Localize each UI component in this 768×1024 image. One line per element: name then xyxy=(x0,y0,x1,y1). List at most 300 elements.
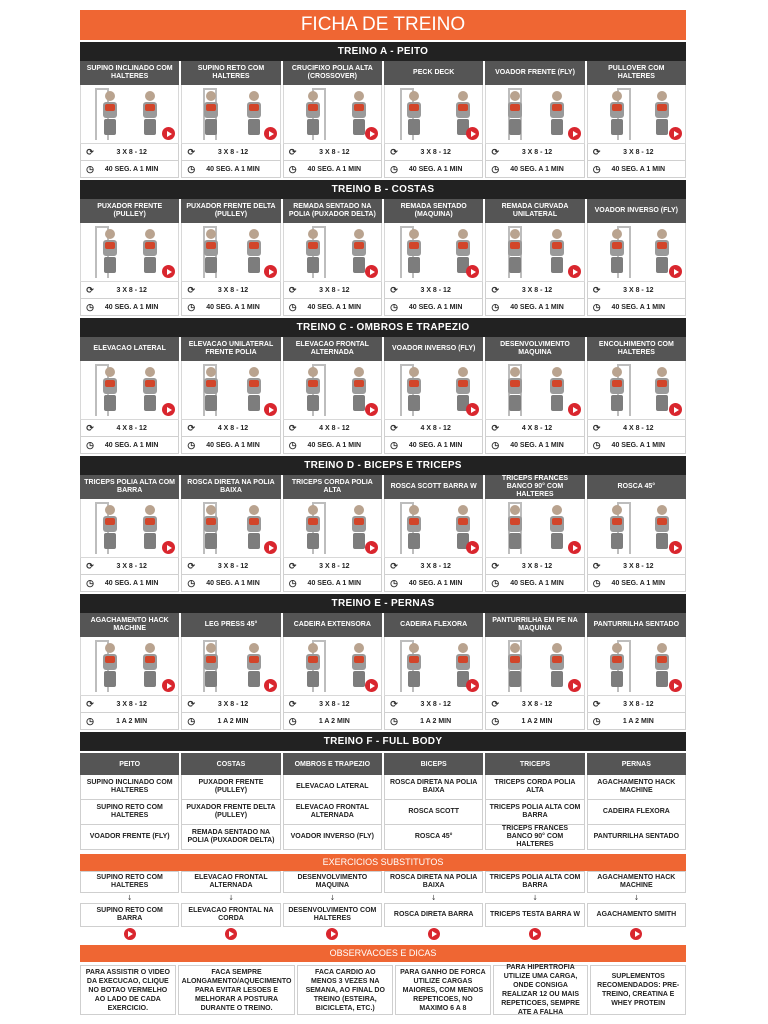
play-video-icon[interactable] xyxy=(162,541,175,554)
figure-head xyxy=(510,229,520,239)
play-video-icon[interactable] xyxy=(326,928,338,940)
repeat-icon: ⟳ xyxy=(86,698,94,709)
rest-row xyxy=(587,575,686,592)
play-video-icon[interactable] xyxy=(466,679,479,692)
figure-legs xyxy=(307,119,319,135)
figure-legs xyxy=(611,257,623,273)
figure-target-muscle xyxy=(249,656,259,663)
figure-legs xyxy=(656,257,668,273)
play-video-icon[interactable] xyxy=(529,928,541,940)
full-body-column-header: PEITO xyxy=(80,753,179,775)
play-button-cell xyxy=(587,927,686,941)
figure-head xyxy=(105,505,115,515)
full-body-column-header: COSTAS xyxy=(181,753,280,775)
figure-target-muscle xyxy=(657,242,667,249)
sets-reps: 3 X 8 - 12 xyxy=(116,148,147,156)
exercise-name: SUPINO RETO COM HALTERES xyxy=(181,61,280,85)
exercise-card xyxy=(485,613,584,730)
figure-head xyxy=(145,505,155,515)
figure-legs xyxy=(248,119,260,135)
full-body-column xyxy=(384,751,483,850)
arrow-down-icon: ↓ xyxy=(127,894,133,902)
play-video-icon[interactable] xyxy=(568,403,581,416)
figure-legs xyxy=(205,533,217,549)
clock-icon: ◷ xyxy=(491,301,500,312)
arrow-down-icon: ↓ xyxy=(532,894,538,902)
exercise-illustration xyxy=(384,499,483,558)
tip-box: PARA ASSISTIR O VIDEO DA EXECUCAO, CLIQUE NO BOTAO VERMELHO AO LADO DE CADA EXERCICIO. xyxy=(80,965,176,1015)
exercise-name: VOADOR INVERSO (FLY) xyxy=(384,337,483,361)
rest-row xyxy=(80,575,179,592)
repeat-icon: ⟳ xyxy=(187,698,196,709)
full-body-column xyxy=(181,751,280,850)
figure-head xyxy=(409,367,419,377)
figure-legs xyxy=(104,671,116,687)
exercise-card xyxy=(384,613,483,730)
figure-head xyxy=(552,505,562,515)
athlete-figure xyxy=(606,229,628,273)
exercise-card xyxy=(283,337,382,454)
rest-row xyxy=(181,713,280,730)
sets-reps: 4 X 8 - 12 xyxy=(217,424,249,432)
rest-row xyxy=(181,299,280,316)
play-video-icon[interactable] xyxy=(264,265,277,278)
rest-time: 1 A 2 MIN xyxy=(420,717,452,725)
figure-head xyxy=(206,91,216,101)
figure-target-muscle xyxy=(612,242,622,249)
athlete-figure xyxy=(403,643,425,687)
clock-icon: ◷ xyxy=(187,577,196,588)
repeat-icon: ⟳ xyxy=(187,146,196,157)
sets-row xyxy=(587,696,686,713)
exercise-illustration xyxy=(283,361,382,420)
exercise-card xyxy=(80,199,179,316)
exercise-card xyxy=(485,199,584,316)
sets-reps: 4 X 8 - 12 xyxy=(319,424,350,432)
figure-head xyxy=(657,643,667,653)
figure-target-muscle xyxy=(409,656,419,663)
play-video-icon[interactable] xyxy=(466,541,479,554)
sets-reps: 3 X 8 - 12 xyxy=(116,286,147,294)
substitute-pair xyxy=(283,871,382,941)
play-video-icon[interactable] xyxy=(568,265,581,278)
clock-icon: ◷ xyxy=(86,301,94,312)
figure-legs xyxy=(307,257,319,273)
sets-reps: 3 X 8 - 12 xyxy=(521,148,553,156)
play-video-icon[interactable] xyxy=(264,127,277,140)
figure-target-muscle xyxy=(409,104,419,111)
rest-row xyxy=(181,437,280,454)
sets-row xyxy=(181,420,280,437)
figure-legs xyxy=(611,395,623,411)
play-video-icon[interactable] xyxy=(669,541,682,554)
sets-reps: 3 X 8 - 12 xyxy=(420,700,451,708)
arrow-down-icon: ↓ xyxy=(633,894,639,902)
athlete-figure xyxy=(139,643,161,687)
exercise-name: CADEIRA EXTENSORA xyxy=(283,613,382,637)
repeat-icon: ⟳ xyxy=(390,146,398,157)
substitute-exercise: AGACHAMENTO SMITH xyxy=(587,903,686,927)
figure-legs xyxy=(509,671,521,687)
athlete-figure xyxy=(546,91,568,135)
substitute-exercise: TRICEPS TESTA BARRA W xyxy=(485,903,584,927)
sets-row xyxy=(80,420,179,437)
figure-target-muscle xyxy=(458,656,468,663)
rest-time: 40 SEG. A 1 MIN xyxy=(510,441,564,449)
figure-legs xyxy=(144,119,156,135)
play-button-cell xyxy=(485,927,584,941)
athlete-figure xyxy=(243,367,265,411)
figure-head xyxy=(612,643,622,653)
figure-head xyxy=(458,229,468,239)
figure-head xyxy=(308,505,318,515)
rest-row xyxy=(587,437,686,454)
figure-target-muscle xyxy=(510,104,520,111)
rest-row xyxy=(80,713,179,730)
rest-time: 1 A 2 MIN xyxy=(318,717,350,725)
figure-head xyxy=(206,229,216,239)
sets-reps: 3 X 8 - 12 xyxy=(217,286,249,294)
play-video-icon[interactable] xyxy=(225,928,237,940)
figure-legs xyxy=(656,395,668,411)
figure-target-muscle xyxy=(510,656,520,663)
play-video-icon[interactable] xyxy=(124,928,136,940)
figure-head xyxy=(612,91,622,101)
exercise-name: REMADA SENTADO (MAQUINA) xyxy=(384,199,483,223)
figure-legs xyxy=(408,119,420,135)
clock-icon: ◷ xyxy=(592,715,601,726)
figure-head xyxy=(249,367,259,377)
figure-head xyxy=(354,91,364,101)
figure-legs xyxy=(408,257,420,273)
play-video-icon[interactable] xyxy=(669,265,682,278)
figure-legs xyxy=(353,257,365,273)
exercise-illustration xyxy=(587,361,686,420)
repeat-icon: ⟳ xyxy=(86,146,94,157)
figure-target-muscle xyxy=(105,104,115,111)
play-video-icon[interactable] xyxy=(568,541,581,554)
exercise-card xyxy=(283,61,382,178)
athlete-figure xyxy=(200,367,222,411)
rest-row xyxy=(80,161,179,178)
play-video-icon[interactable] xyxy=(669,679,682,692)
full-body-column-header: OMBROS E TRAPEZIO xyxy=(283,753,382,775)
full-body-exercise: ELEVACAO LATERAL xyxy=(283,775,382,800)
exercise-illustration xyxy=(80,637,179,696)
sets-row xyxy=(485,420,584,437)
figure-target-muscle xyxy=(308,518,318,525)
figure-head xyxy=(458,91,468,101)
exercise-name: ELEVACAO FRONTAL ALTERNADA xyxy=(283,337,382,361)
exercise-card xyxy=(80,613,179,730)
repeat-icon: ⟳ xyxy=(592,698,601,709)
figure-head xyxy=(458,643,468,653)
figure-target-muscle xyxy=(105,242,115,249)
figure-head xyxy=(552,367,562,377)
rest-time: 40 SEG. A 1 MIN xyxy=(104,165,159,173)
rest-row xyxy=(283,299,382,316)
figure-target-muscle xyxy=(612,104,622,111)
repeat-icon: ⟳ xyxy=(390,560,398,571)
figure-head xyxy=(145,91,155,101)
athlete-figure xyxy=(606,367,628,411)
sets-reps: 3 X 8 - 12 xyxy=(420,286,451,294)
full-body-column-header: PERNAS xyxy=(587,753,686,775)
rest-time: 40 SEG. A 1 MIN xyxy=(104,579,159,587)
substitute-exercise: SUPINO RETO COM BARRA xyxy=(80,903,179,927)
play-video-icon[interactable] xyxy=(428,928,440,940)
exercise-card xyxy=(485,337,584,454)
athlete-figure xyxy=(403,505,425,549)
figure-target-muscle xyxy=(552,518,562,525)
sets-row xyxy=(80,696,179,713)
figure-target-muscle xyxy=(657,656,667,663)
figure-head xyxy=(612,367,622,377)
play-video-icon[interactable] xyxy=(568,127,581,140)
repeat-icon: ⟳ xyxy=(187,284,196,295)
play-button-cell xyxy=(384,927,483,941)
original-exercise: ROSCA DIRETA NA POLIA BAIXA xyxy=(384,871,483,893)
full-body-heading: TREINO F - FULL BODY xyxy=(80,732,686,751)
exercise-name: PANTURRILHA EM PE NA MAQUINA xyxy=(485,613,584,637)
figure-legs xyxy=(509,119,521,135)
exercise-name: TRICEPS FRANCES BANCO 90° COM HALTERES xyxy=(485,475,584,499)
play-video-icon[interactable] xyxy=(264,541,277,554)
play-video-icon[interactable] xyxy=(264,403,277,416)
figure-target-muscle xyxy=(145,380,155,387)
repeat-icon: ⟳ xyxy=(592,422,601,433)
play-video-icon[interactable] xyxy=(365,403,378,416)
figure-head xyxy=(105,91,115,101)
athlete-figure xyxy=(139,229,161,273)
figure-head xyxy=(510,643,520,653)
figure-target-muscle xyxy=(552,380,562,387)
sets-row xyxy=(181,282,280,299)
figure-legs xyxy=(144,257,156,273)
rest-time: 1 A 2 MIN xyxy=(116,717,148,725)
rest-row xyxy=(485,437,584,454)
rest-row xyxy=(485,161,584,178)
exercise-name: REMADA SENTADO NA POLIA (PUXADOR DELTA) xyxy=(283,199,382,223)
figure-target-muscle xyxy=(612,380,622,387)
sets-row xyxy=(587,558,686,575)
figure-head xyxy=(510,367,520,377)
sets-row xyxy=(80,558,179,575)
section-heading: TREINO B - COSTAS xyxy=(80,180,686,199)
play-video-icon[interactable] xyxy=(162,679,175,692)
play-video-icon[interactable] xyxy=(669,403,682,416)
sets-row xyxy=(181,144,280,161)
sets-reps: 3 X 8 - 12 xyxy=(217,700,249,708)
substitute-pair xyxy=(587,871,686,941)
athlete-figure xyxy=(139,505,161,549)
play-video-icon[interactable] xyxy=(365,679,378,692)
repeat-icon: ⟳ xyxy=(390,422,398,433)
repeat-icon: ⟳ xyxy=(86,422,94,433)
repeat-icon: ⟳ xyxy=(491,146,500,157)
figure-legs xyxy=(104,533,116,549)
rest-row xyxy=(485,713,584,730)
clock-icon: ◷ xyxy=(288,439,297,450)
figure-head xyxy=(308,91,318,101)
repeat-icon: ⟳ xyxy=(187,560,196,571)
exercise-illustration xyxy=(283,223,382,282)
play-video-icon[interactable] xyxy=(264,679,277,692)
repeat-icon: ⟳ xyxy=(390,698,398,709)
exercise-illustration xyxy=(181,85,280,144)
figure-head xyxy=(612,229,622,239)
exercise-card xyxy=(181,199,280,316)
athlete-figure xyxy=(504,505,526,549)
figure-legs xyxy=(353,395,365,411)
figure-head xyxy=(249,91,259,101)
figure-target-muscle xyxy=(409,380,419,387)
exercise-illustration xyxy=(80,85,179,144)
athlete-figure xyxy=(139,367,161,411)
figure-head xyxy=(105,367,115,377)
clock-icon: ◷ xyxy=(187,163,196,174)
figure-target-muscle xyxy=(145,104,155,111)
sets-reps: 3 X 8 - 12 xyxy=(420,562,451,570)
sets-reps: 3 X 8 - 12 xyxy=(521,562,553,570)
repeat-icon: ⟳ xyxy=(592,560,601,571)
rest-row xyxy=(80,299,179,316)
figure-target-muscle xyxy=(552,242,562,249)
sets-reps: 3 X 8 - 12 xyxy=(319,700,350,708)
exercise-card xyxy=(587,475,686,592)
figure-head xyxy=(552,643,562,653)
exercise-illustration xyxy=(587,223,686,282)
full-body-exercise: PUXADOR FRENTE DELTA (PULLEY) xyxy=(181,800,280,825)
sets-reps: 4 X 8 - 12 xyxy=(420,424,451,432)
play-video-icon[interactable] xyxy=(162,127,175,140)
repeat-icon: ⟳ xyxy=(288,422,297,433)
full-body-exercise: SUPINO RETO COM HALTERES xyxy=(80,800,179,825)
exercise-illustration xyxy=(384,223,483,282)
repeat-icon: ⟳ xyxy=(491,560,500,571)
figure-legs xyxy=(509,257,521,273)
tip-box: PARA GANHO DE FORCA UTILIZE CARGAS MAIORES, COM MENOS REPETICOES, NO MAXIMO 6 A 8 xyxy=(395,965,491,1015)
substitute-exercise: ROSCA DIRETA BARRA xyxy=(384,903,483,927)
sets-row xyxy=(587,282,686,299)
figure-head xyxy=(308,229,318,239)
exercise-card xyxy=(384,337,483,454)
figure-target-muscle xyxy=(354,380,364,387)
athlete-figure xyxy=(200,505,222,549)
athlete-figure xyxy=(139,91,161,135)
figure-legs xyxy=(104,257,116,273)
clock-icon: ◷ xyxy=(592,163,601,174)
original-exercise: ELEVACAO FRONTAL ALTERNADA xyxy=(181,871,280,893)
play-video-icon[interactable] xyxy=(365,541,378,554)
figure-target-muscle xyxy=(249,380,259,387)
figure-head xyxy=(657,229,667,239)
figure-legs xyxy=(551,119,563,135)
figure-target-muscle xyxy=(612,656,622,663)
figure-legs xyxy=(104,119,116,135)
sets-row xyxy=(384,558,483,575)
athlete-figure xyxy=(606,91,628,135)
play-video-icon[interactable] xyxy=(365,127,378,140)
figure-legs xyxy=(248,257,260,273)
exercise-illustration xyxy=(485,223,584,282)
full-body-exercise: ROSCA 45° xyxy=(384,825,483,850)
substitute-pair xyxy=(384,871,483,941)
training-sections xyxy=(80,42,686,730)
figure-target-muscle xyxy=(612,518,622,525)
repeat-icon: ⟳ xyxy=(491,698,500,709)
play-video-icon[interactable] xyxy=(669,127,682,140)
play-video-icon[interactable] xyxy=(162,403,175,416)
figure-head xyxy=(409,91,419,101)
repeat-icon: ⟳ xyxy=(491,284,500,295)
play-video-icon[interactable] xyxy=(466,127,479,140)
figure-legs xyxy=(248,395,260,411)
figure-target-muscle xyxy=(105,518,115,525)
exercise-name: CADEIRA FLEXORA xyxy=(384,613,483,637)
full-body-exercise: VOADOR INVERSO (FLY) xyxy=(283,825,382,850)
figure-target-muscle xyxy=(308,656,318,663)
figure-target-muscle xyxy=(308,104,318,111)
figure-head xyxy=(510,91,520,101)
exercise-card xyxy=(80,475,179,592)
figure-legs xyxy=(656,533,668,549)
play-video-icon[interactable] xyxy=(466,265,479,278)
exercise-name: TRICEPS CORDA POLIA ALTA xyxy=(283,475,382,499)
exercise-grid xyxy=(80,613,686,730)
sets-row xyxy=(384,696,483,713)
repeat-icon: ⟳ xyxy=(592,284,601,295)
play-video-icon[interactable] xyxy=(365,265,378,278)
play-video-icon[interactable] xyxy=(568,679,581,692)
play-video-icon[interactable] xyxy=(162,265,175,278)
figure-legs xyxy=(205,395,217,411)
exercise-card xyxy=(384,61,483,178)
exercise-name: PUXADOR FRENTE DELTA (PULLEY) xyxy=(181,199,280,223)
clock-icon: ◷ xyxy=(288,577,297,588)
tip-box: SUPLEMENTOS RECOMENDADOS: PRE-TREINO, CREATINA E WHEY PROTEIN xyxy=(590,965,686,1015)
exercise-illustration xyxy=(181,637,280,696)
figure-legs xyxy=(611,533,623,549)
sets-reps: 4 X 8 - 12 xyxy=(521,424,553,432)
exercise-illustration xyxy=(485,637,584,696)
rest-time: 40 SEG. A 1 MIN xyxy=(611,441,666,449)
athlete-figure xyxy=(504,91,526,135)
exercise-card xyxy=(283,613,382,730)
athlete-figure xyxy=(546,367,568,411)
sets-reps: 3 X 8 - 12 xyxy=(420,148,451,156)
clock-icon: ◷ xyxy=(86,715,94,726)
rest-time: 40 SEG. A 1 MIN xyxy=(307,165,362,173)
figure-legs xyxy=(248,533,260,549)
rest-time: 40 SEG. A 1 MIN xyxy=(510,579,564,587)
figure-legs xyxy=(408,533,420,549)
exercise-card xyxy=(587,199,686,316)
play-video-icon[interactable] xyxy=(466,403,479,416)
figure-head xyxy=(354,505,364,515)
figure-head xyxy=(354,229,364,239)
sets-row xyxy=(283,420,382,437)
play-video-icon[interactable] xyxy=(630,928,642,940)
full-body-column xyxy=(587,751,686,850)
figure-legs xyxy=(205,671,217,687)
sets-row xyxy=(80,282,179,299)
figure-legs xyxy=(551,671,563,687)
rest-row xyxy=(283,575,382,592)
exercise-illustration xyxy=(283,637,382,696)
clock-icon: ◷ xyxy=(288,163,297,174)
exercise-card xyxy=(485,475,584,592)
